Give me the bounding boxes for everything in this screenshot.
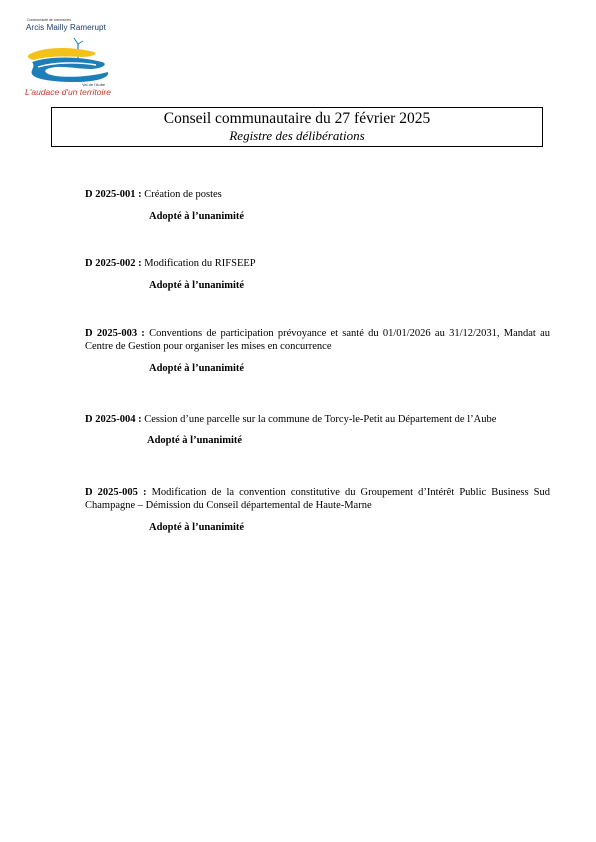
deliberation-text: Modification de la convention constitutive du Groupement d’Intérêt Public Business Sud Champagne – Démission du Conseil départemental de Haute-Marne xyxy=(85,487,551,511)
deliberation-ref: D 2025-003 : xyxy=(85,328,145,339)
deliberation-ref: D 2025-004 : xyxy=(85,414,142,425)
deliberation-text: Création de postes xyxy=(144,189,222,200)
logo-tagline: L'audace d'un territoire xyxy=(25,87,111,97)
deliberation-ref: D 2025-002 : xyxy=(85,258,142,269)
deliberation-result: Adopté à l’unanimité xyxy=(149,280,245,291)
organization-logo xyxy=(24,16,114,98)
deliberation-text: Modification du RIFSEEP xyxy=(144,258,256,269)
deliberation-result: Adopté à l’unanimité xyxy=(149,522,245,533)
deliberation-item xyxy=(85,327,550,353)
title-box xyxy=(51,107,543,147)
deliberation-ref: D 2025-005 : xyxy=(85,487,147,498)
deliberation-item xyxy=(85,486,550,512)
deliberation-text: Cession d’une parcelle sur la commune de Torcy-le-Petit au Département de l’Aube xyxy=(144,414,497,425)
logo-org-type: Communauté de communes xyxy=(27,18,71,22)
deliberation-result: Adopté à l’unanimité xyxy=(149,211,245,222)
deliberation-ref: D 2025-001 : xyxy=(85,189,142,200)
deliberation-item xyxy=(85,257,550,270)
deliberation-item xyxy=(85,188,550,201)
deliberation-result: Adopté à l’unanimité xyxy=(149,363,245,374)
wind-turbine-river-icon xyxy=(24,32,114,84)
page-subtitle: Registre des délibérations xyxy=(229,128,365,143)
deliberation-item xyxy=(85,413,550,426)
logo-region: Val de l'Aube xyxy=(82,82,106,87)
deliberation-text: Conventions de participation prévoyance et santé du 01/01/2026 au 31/12/2031, Mandat au Centre de Gestion pour organiser les mises en concurrence xyxy=(85,328,551,352)
page-title: Conseil communautaire du 27 février 2025 xyxy=(163,110,431,127)
deliberation-result: Adopté à l’unanimité xyxy=(147,435,243,446)
logo-org-name: Arcis Mailly Ramerupt xyxy=(26,23,106,32)
